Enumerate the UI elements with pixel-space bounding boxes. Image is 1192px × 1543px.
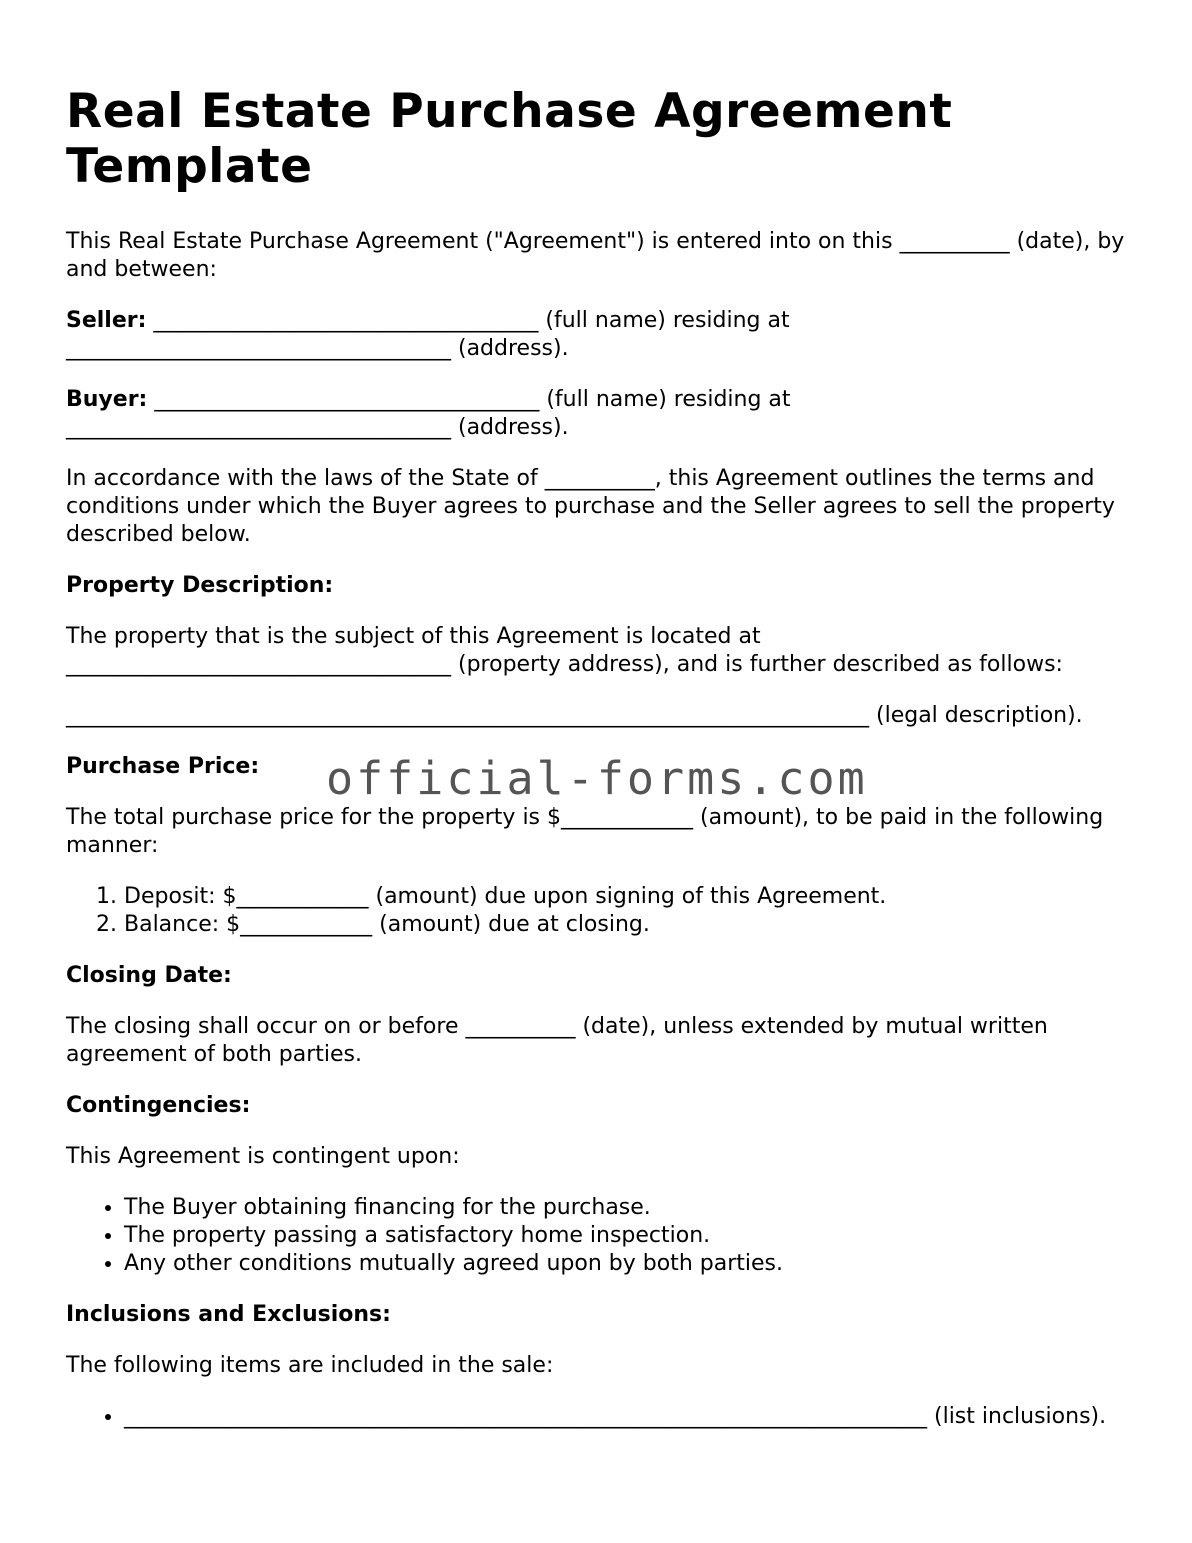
watermark-text: official-forms.com xyxy=(326,752,868,805)
payment-list xyxy=(66,883,1136,939)
page-title: Real Estate Purchase Agreement Template xyxy=(66,84,953,194)
list-item: 2. Balance: $____________ (amount) due at closing. xyxy=(124,911,1136,939)
inclusions-list xyxy=(66,1403,1136,1431)
list-item: • Any other conditions mutually agreed upon by both parties. xyxy=(124,1250,1136,1278)
accordance-paragraph: In accordance with the laws of the State of __________, this Agreement outlines the terms and conditions under which the Buyer agrees to purchase and the Seller agrees to sell the property described below. xyxy=(66,466,1115,547)
buyer-label: Buyer: xyxy=(66,387,148,412)
closing-text: The closing shall occur on or before __________ (date), unless extended by mutual written agreement of both parties. xyxy=(66,1014,1048,1067)
property-heading: Property Description: xyxy=(66,573,334,598)
inclusions-heading: Inclusions and Exclusions: xyxy=(66,1302,391,1327)
contingencies-heading: Contingencies: xyxy=(66,1093,251,1118)
property-location: The property that is the subject of this Agreement is located at ___________________________________ (property address), and is further described as follows: xyxy=(66,624,1063,677)
buyer-paragraph xyxy=(66,386,1136,442)
intro-paragraph: This Real Estate Purchase Agreement ("Agreement") is entered into on this __________ (date), by and between: xyxy=(66,229,1125,282)
closing-heading: Closing Date: xyxy=(66,963,232,988)
list-item: • The Buyer obtaining financing for the purchase. xyxy=(124,1194,1136,1222)
contingencies-list xyxy=(66,1194,1136,1278)
seller-text: ___________________________________ (full name) residing at ___________________________________ (address). xyxy=(66,308,790,361)
seller-label: Seller: xyxy=(66,308,147,333)
list-item: 1. Deposit: $____________ (amount) due upon signing of this Agreement. xyxy=(124,883,1136,911)
list-item: • _________________________________________________________________________ (list inclusions). xyxy=(124,1403,1136,1431)
list-item: • The property passing a satisfactory home inspection. xyxy=(124,1222,1136,1250)
price-text: The total purchase price for the property is $____________ (amount), to be paid in the following manner: xyxy=(66,805,1104,858)
buyer-text: ___________________________________ (full name) residing at ___________________________________ (address). xyxy=(66,387,791,440)
price-heading: Purchase Price: xyxy=(66,754,260,779)
inclusions-text: The following items are included in the sale: xyxy=(66,1353,554,1378)
contingencies-text: This Agreement is contingent upon: xyxy=(66,1144,460,1169)
property-legal: _________________________________________________________________________ (legal description). xyxy=(66,703,1083,728)
seller-paragraph xyxy=(66,307,1136,363)
